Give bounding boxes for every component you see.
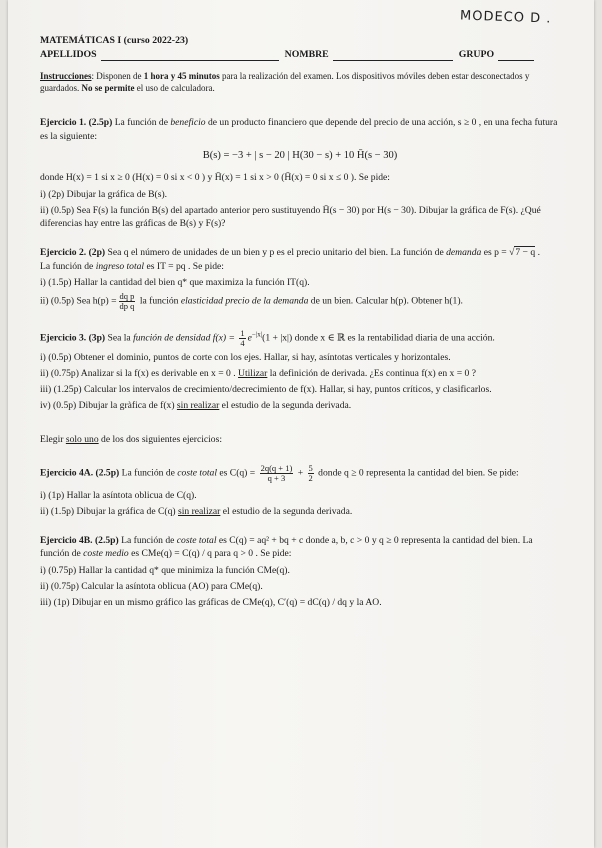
group-label: GRUPO <box>458 48 495 60</box>
exercise-2-part-ii: ii) (0.5p) Sea h(p) = $\frac{\text{dq p}}{\text{dp q}}$ la función elasticidad precio de la demanda de un bien. Calcular h(p). Obtener h(1). <box>40 291 463 311</box>
exercise-4a-part-ii: ii) (1.5p) Dibujar la gráfica de C(q) sin realizar el estudio de la segunda derivada. <box>40 505 353 517</box>
handwritten-model-label: MODECO D . <box>459 8 552 27</box>
exercise-2-part-i: i) (1.5p) Hallar la cantidad del bien q* que maximiza la función IT(q). <box>40 276 310 288</box>
exercise-1-statement: Ejercicio 1. (2.5p) La función de beneficio de un producto financiero que depende del precio de una acción, s ≥ 0 , en una fecha futura es la siguiente: <box>40 117 558 142</box>
exercise-1-part-ii: ii) (0.5p) Sea F(s) la función B(s) del apartado anterior pero sustituyendo H̄(s − 30) por H(s − 30). Dibujar la gráfica de F(s). ¿Qué diferencias hay entre las gráficas de B(s) y F(s)? <box>40 204 541 230</box>
name-line <box>333 51 453 61</box>
exercise-4b-part-iii: iii) (1p) Dibujar en un mismo gráfico las gráficas de CMe(q), C′(q) = dC(q) / dq y la AO. <box>40 597 382 609</box>
exercise-1 <box>40 116 560 230</box>
exam-page <box>40 34 560 609</box>
exercise-4b <box>40 534 560 609</box>
cost-fraction: $\frac{2q(q + 1)}{q + 3}$ <box>260 462 293 483</box>
exercise-3-part-ii: ii) (0.75p) Analizar si la f(x) es derivable en x = 0 . Utilizar la definición de derivada. ¿Es continua f(x) en x = 0 ? <box>40 367 477 379</box>
exercise-3-part-iv: iv) (0.5p) Dibujar la gràfica de f(x) sin realizar el estudio de la segunda derivada. <box>40 400 352 412</box>
choose-one-note: Elegir solo uno de los dos siguientes ejercicios: <box>40 433 223 445</box>
exercise-3 <box>40 329 560 413</box>
exercise-3-part-iii: iii) (1.25p) Calcular los intervalos de crecimiento/decrecimiento de f(x). Hallar, si hay, puntos críticos, y clasificarlos. <box>40 384 492 396</box>
elasticity-fraction: $\frac{\text{dq p}}{\text{dp q}}$ <box>119 291 135 311</box>
exercise-4a <box>40 464 560 518</box>
exercise-3-part-i: i) (0.5p) Obtener el dominio, puntos de corte con los ejes. Hallar, si hay, asíntotas verticales y horizontales. <box>40 351 451 363</box>
benefit-equation: B(s) = −3 + | s − 20 | H(30 − s) + 10 H̄(s − 30) <box>202 149 398 161</box>
heaviside-definition: donde H(x) = 1 si x ≥ 0 (H(x) = 0 si x < 0 ) y H̄(x) = 1 si x > 0 (H̄(x) = 0 si x ≤ 0 ). Se pide: <box>40 172 390 184</box>
exam-sheet <box>8 0 594 848</box>
exercise-4a-part-i: i) (1p) Hallar la asíntota oblicua de C(q). <box>40 489 197 501</box>
exercise-4b-statement: Ejercicio 4B. (2.5p) La función de coste total es C(q) = aq² + bq + c donde a, b, c > 0 y q ≥ 0 representa la cantidad del bien. La función de coste medio es CMe(q) = C(q) / q para q > 0 . Se pide: <box>40 535 533 560</box>
instructions: Instrucciones: Disponen de 1 hora y 45 minutos para la realización del examen. Los dispositivos móviles deben estar desconectados y guardados. No se permite el uso de calculadora. <box>40 71 530 93</box>
density-coefficient: $\frac{1}{4}$ <box>240 327 245 348</box>
surname-label: APELLIDOS <box>40 48 97 60</box>
course-title: MATEMÁTICAS I (curso 2022-23) <box>40 35 189 46</box>
constant-fraction: $\frac{5}{2}$ <box>308 462 313 483</box>
exercise-4b-part-ii: ii) (0.75p) Calcular la asíntota oblicua (AO) para CMe(q). <box>40 580 263 592</box>
exercise-4b-part-i: i) (0.75p) Hallar la cantidad q* que minimiza la función CMe(q). <box>40 564 290 576</box>
exercise-3-statement: Ejercicio 3. (3p) Sea la función de densidad f(x) = $\frac{1}{4}$ $e^{-|x|}(1 + |x|)$ donde x ∈ ℝ es la rentabilidad diaria de una acción. <box>40 327 495 348</box>
exercise-2 <box>40 246 560 311</box>
name-label: NOMBRE <box>284 48 329 60</box>
group-line <box>498 51 534 61</box>
surname-line <box>101 51 279 61</box>
exercise-1-part-i: i) (2p) Dibujar la gráfica de B(s). <box>40 188 168 200</box>
exercise-4a-statement: Ejercicio 4A. (2.5p) La función de coste total es C(q) = $\frac{2q(q + 1)}{q + 3}$ + $\frac{5}{2}$ donde q ≥ 0 representa la cantidad del bien. Se pide: <box>40 462 519 483</box>
exercise-2-statement: Ejercicio 2. (2p) Sea q el número de unidades de un bien y p es el precio unitario del bien. La función de demanda es p = √7 − q . La función de ingreso total es IT = pq . Se pide: <box>40 247 540 272</box>
student-fields <box>40 48 560 62</box>
